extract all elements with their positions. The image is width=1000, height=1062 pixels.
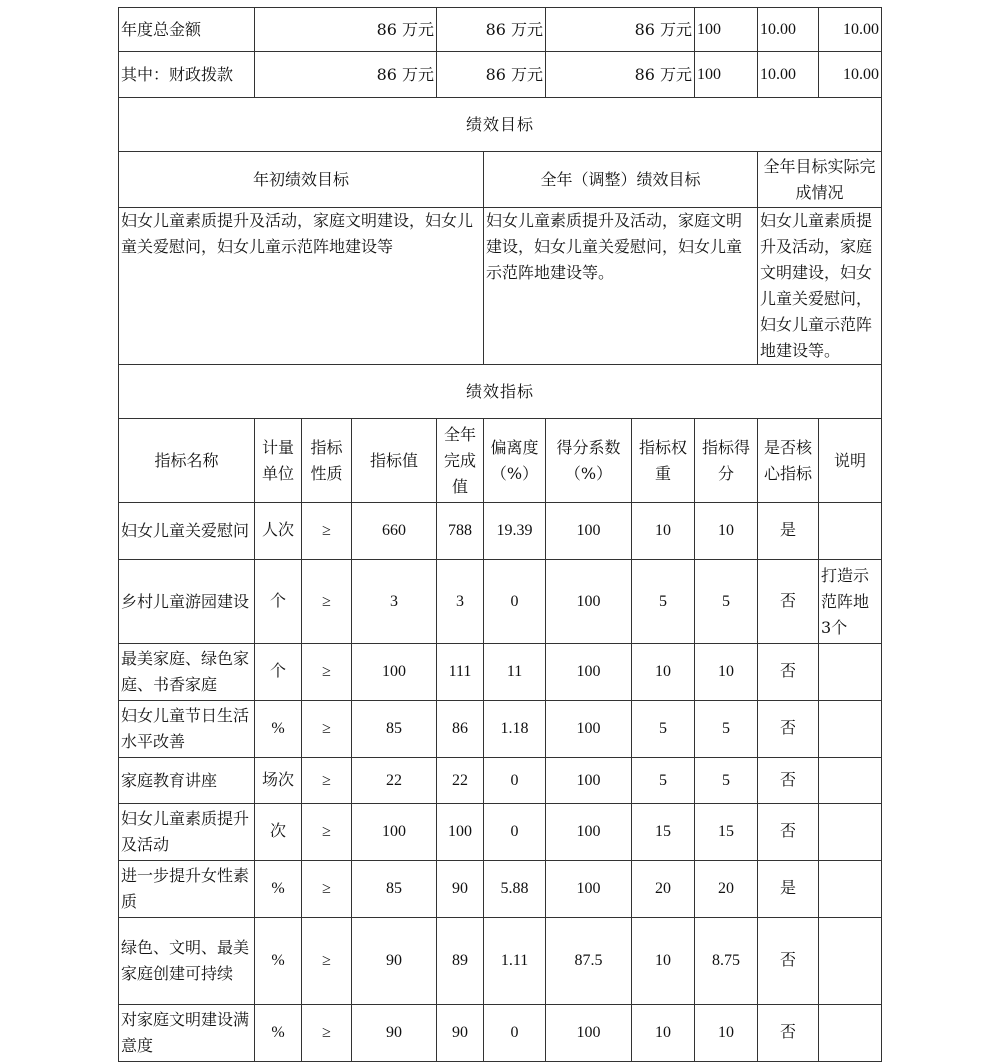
- indicator-coef: 100: [546, 701, 632, 758]
- indicator-actual: 111: [437, 644, 484, 701]
- indicator-score: 15: [695, 804, 758, 861]
- indicator-note: [819, 861, 882, 918]
- col-header-actual: 全年完成值: [437, 419, 484, 503]
- indicator-name: 妇女儿童关爱慰问: [119, 503, 255, 560]
- indicator-deviation: 5.88: [484, 861, 546, 918]
- indicator-target: 90: [352, 1005, 437, 1062]
- indicator-deviation: 0: [484, 758, 546, 804]
- table-row: [119, 918, 882, 1005]
- indicator-unit: 个: [255, 644, 302, 701]
- indicator-deviation: 19.39: [484, 503, 546, 560]
- col-header-nature: 指标性质: [302, 419, 352, 503]
- goal-actual-text: 妇女儿童素质提升及活动，家庭文明建设，妇女儿童关爱慰问，妇女儿童示范阵地建设等。: [758, 208, 882, 365]
- indicator-unit: 场次: [255, 758, 302, 804]
- indicator-actual: 788: [437, 503, 484, 560]
- indicator-nature: ≥: [302, 918, 352, 1005]
- col-header-target: 指标值: [352, 419, 437, 503]
- indicator-nature: ≥: [302, 861, 352, 918]
- indicator-core: 是: [758, 861, 819, 918]
- budget-value: 100: [695, 52, 758, 98]
- col-header-deviation: 偏离度（%）: [484, 419, 546, 503]
- indicator-note: 打造示范阵地3个: [819, 560, 882, 644]
- indicator-target: 85: [352, 861, 437, 918]
- indicator-unit: 次: [255, 804, 302, 861]
- indicator-deviation: 0: [484, 560, 546, 644]
- budget-value: 100: [695, 8, 758, 52]
- budget-row: [119, 8, 882, 52]
- indicator-deviation: 1.18: [484, 701, 546, 758]
- col-header-coef: 得分系数（%）: [546, 419, 632, 503]
- indicator-nature: ≥: [302, 804, 352, 861]
- indicator-name: 进一步提升女性素质: [119, 861, 255, 918]
- indicator-deviation: 1.11: [484, 918, 546, 1005]
- indicator-actual: 3: [437, 560, 484, 644]
- goals-header-initial: 年初绩效目标: [119, 152, 484, 208]
- indicator-core: 否: [758, 918, 819, 1005]
- indicator-nature: ≥: [302, 701, 352, 758]
- indicator-score: 8.75: [695, 918, 758, 1005]
- table-row: [119, 701, 882, 758]
- indicator-nature: ≥: [302, 1005, 352, 1062]
- performance-table: [118, 7, 882, 1062]
- table-row: [119, 560, 882, 644]
- indicator-weight: 10: [632, 1005, 695, 1062]
- indicator-weight: 10: [632, 503, 695, 560]
- indicator-deviation: 11: [484, 644, 546, 701]
- goal-initial-text: 妇女儿童素质提升及活动，家庭文明建设，妇女儿童关爱慰问，妇女儿童示范阵地建设等: [119, 208, 484, 365]
- budget-value: 10.00: [758, 8, 819, 52]
- indicator-core: 否: [758, 560, 819, 644]
- indicator-nature: ≥: [302, 560, 352, 644]
- indicator-deviation: 0: [484, 804, 546, 861]
- indicator-name: 妇女儿童节日生活水平改善: [119, 701, 255, 758]
- budget-value: 86 万元: [546, 52, 695, 98]
- indicators-header-row: [119, 419, 882, 503]
- indicator-actual: 100: [437, 804, 484, 861]
- budget-value: 86 万元: [255, 52, 437, 98]
- budget-value: 86 万元: [255, 8, 437, 52]
- budget-value: 10.00: [819, 8, 882, 52]
- indicator-target: 3: [352, 560, 437, 644]
- indicator-unit: %: [255, 701, 302, 758]
- goals-content-row: [119, 208, 882, 365]
- indicator-nature: ≥: [302, 503, 352, 560]
- indicator-name: 绿色、文明、最美家庭创建可持续: [119, 918, 255, 1005]
- indicator-coef: 100: [546, 644, 632, 701]
- goals-section-row: [119, 98, 882, 152]
- indicator-note: [819, 804, 882, 861]
- indicator-coef: 100: [546, 1005, 632, 1062]
- indicator-unit: 个: [255, 560, 302, 644]
- indicator-coef: 100: [546, 503, 632, 560]
- table-row: [119, 758, 882, 804]
- indicator-weight: 20: [632, 861, 695, 918]
- budget-value: 10.00: [819, 52, 882, 98]
- indicator-note: [819, 644, 882, 701]
- indicator-actual: 86: [437, 701, 484, 758]
- indicator-nature: ≥: [302, 758, 352, 804]
- indicator-core: 否: [758, 644, 819, 701]
- goals-section-title: 绩效目标: [119, 98, 882, 152]
- col-header-name: 指标名称: [119, 419, 255, 503]
- indicators-section-title: 绩效指标: [119, 365, 882, 419]
- indicator-target: 22: [352, 758, 437, 804]
- indicator-core: 否: [758, 758, 819, 804]
- indicator-actual: 90: [437, 861, 484, 918]
- indicator-name: 家庭教育讲座: [119, 758, 255, 804]
- indicator-core: 否: [758, 1005, 819, 1062]
- indicator-name: 对家庭文明建设满意度: [119, 1005, 255, 1062]
- goals-header-adjusted: 全年（调整）绩效目标: [484, 152, 758, 208]
- table-row: [119, 644, 882, 701]
- indicator-coef: 87.5: [546, 918, 632, 1005]
- budget-label: 年度总金额: [119, 8, 255, 52]
- goal-adjusted-text: 妇女儿童素质提升及活动，家庭文明建设，妇女儿童关爱慰问，妇女儿童示范阵地建设等。: [484, 208, 758, 365]
- indicator-note: [819, 758, 882, 804]
- indicator-unit: %: [255, 1005, 302, 1062]
- budget-row: [119, 52, 882, 98]
- indicator-target: 660: [352, 503, 437, 560]
- indicator-target: 85: [352, 701, 437, 758]
- indicator-score: 5: [695, 560, 758, 644]
- indicator-note: [819, 701, 882, 758]
- indicator-actual: 90: [437, 1005, 484, 1062]
- indicator-unit: 人次: [255, 503, 302, 560]
- indicator-weight: 10: [632, 644, 695, 701]
- table-row: [119, 804, 882, 861]
- indicator-target: 100: [352, 804, 437, 861]
- indicator-coef: 100: [546, 758, 632, 804]
- col-header-weight: 指标权重: [632, 419, 695, 503]
- indicator-weight: 15: [632, 804, 695, 861]
- budget-value: 86 万元: [437, 52, 546, 98]
- indicator-note: [819, 918, 882, 1005]
- indicator-weight: 5: [632, 560, 695, 644]
- col-header-note: 说明: [819, 419, 882, 503]
- indicator-nature: ≥: [302, 644, 352, 701]
- indicator-note: [819, 1005, 882, 1062]
- indicator-name: 最美家庭、绿色家庭、书香家庭: [119, 644, 255, 701]
- col-header-score: 指标得分: [695, 419, 758, 503]
- budget-value: 10.00: [758, 52, 819, 98]
- table-row: [119, 1005, 882, 1062]
- indicator-weight: 5: [632, 701, 695, 758]
- goals-header-actual: 全年目标实际完成情况: [758, 152, 882, 208]
- indicator-coef: 100: [546, 861, 632, 918]
- indicator-unit: %: [255, 861, 302, 918]
- table-row: [119, 861, 882, 918]
- budget-value: 86 万元: [437, 8, 546, 52]
- indicator-score: 5: [695, 758, 758, 804]
- indicators-section-row: [119, 365, 882, 419]
- budget-value: 86 万元: [546, 8, 695, 52]
- indicator-target: 90: [352, 918, 437, 1005]
- indicator-actual: 22: [437, 758, 484, 804]
- indicator-actual: 89: [437, 918, 484, 1005]
- indicator-name: 妇女儿童素质提升及活动: [119, 804, 255, 861]
- indicator-name: 乡村儿童游园建设: [119, 560, 255, 644]
- indicator-score: 5: [695, 701, 758, 758]
- indicator-score: 20: [695, 861, 758, 918]
- goals-header-row: [119, 152, 882, 208]
- indicator-score: 10: [695, 644, 758, 701]
- indicator-coef: 100: [546, 560, 632, 644]
- indicator-score: 10: [695, 503, 758, 560]
- budget-label: 其中：财政拨款: [119, 52, 255, 98]
- indicator-weight: 5: [632, 758, 695, 804]
- col-header-core: 是否核心指标: [758, 419, 819, 503]
- indicator-core: 否: [758, 804, 819, 861]
- indicator-weight: 10: [632, 918, 695, 1005]
- table-row: [119, 503, 882, 560]
- indicator-core: 是: [758, 503, 819, 560]
- indicator-deviation: 0: [484, 1005, 546, 1062]
- col-header-unit: 计量单位: [255, 419, 302, 503]
- indicator-unit: %: [255, 918, 302, 1005]
- indicator-score: 10: [695, 1005, 758, 1062]
- indicator-target: 100: [352, 644, 437, 701]
- indicator-note: [819, 503, 882, 560]
- indicator-core: 否: [758, 701, 819, 758]
- indicator-coef: 100: [546, 804, 632, 861]
